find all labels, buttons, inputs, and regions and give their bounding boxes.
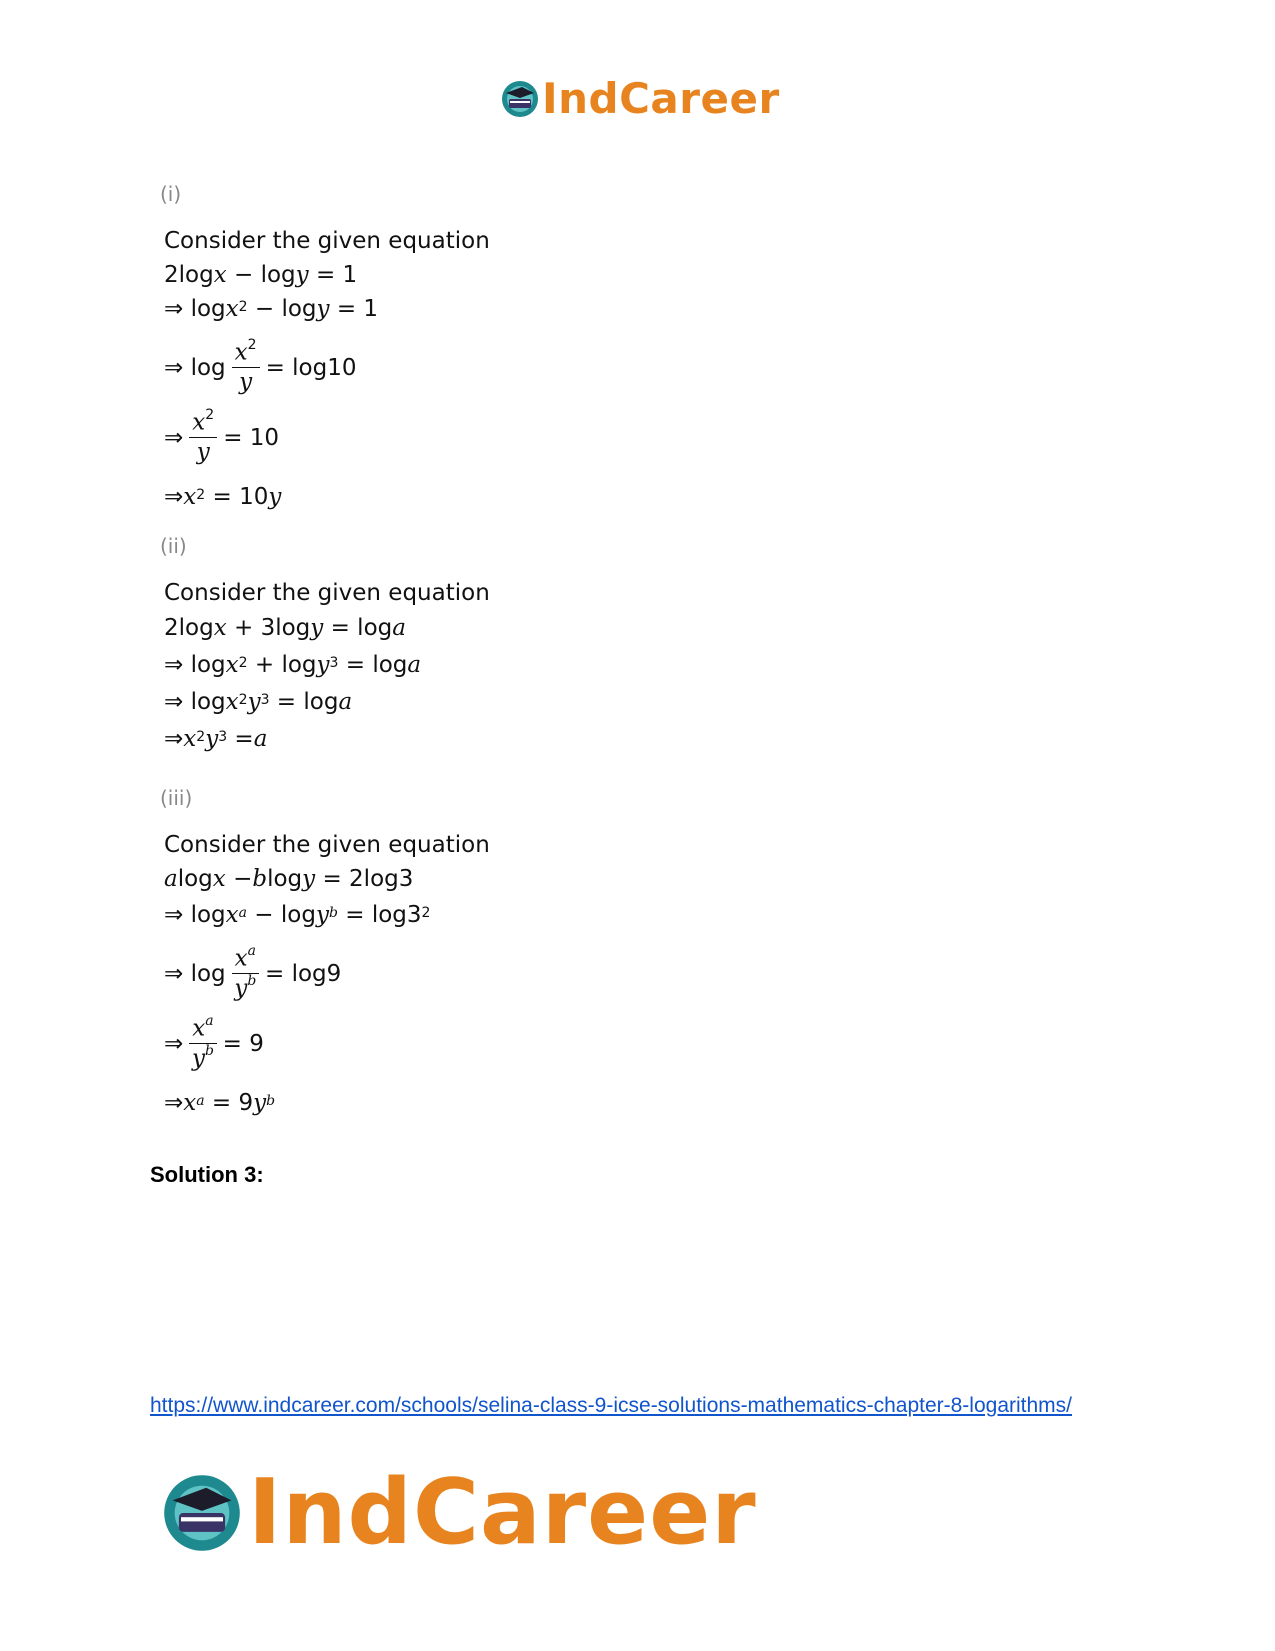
part-intro: Consider the given equation [164,580,490,606]
equation-step: ⇒ $\frac{x^2}{y}$ = 10 [164,407,280,465]
part-intro: Consider the given equation [164,832,490,858]
equation-step: a log x − b log y = 2log3 [164,866,414,892]
part-label: (ii) [160,534,187,558]
equation-step: ⇒ log $\frac{x^a}{y^b}$ = log9 [164,943,342,1002]
graduation-cap-book-icon [500,79,540,119]
part-label: (iii) [160,786,193,810]
equation-step: ⇒ x $^a$ = 9 y $^b$ [164,1090,276,1116]
logo-text: IndCareer [542,74,780,123]
equation-step: ⇒ x $^2$ = 10 y [164,484,282,510]
equation-step: ⇒ log x $^2$ + log y $^3$ = log a [164,652,422,678]
footer-logo [160,1460,757,1565]
equation-step: ⇒ log x $^a$ − log y $^b$ = log3 $^2$ [164,902,431,928]
equation-step: ⇒ x $^2$ y $^3$ = a [164,726,268,752]
equation-step: ⇒ log x $^2$ y $^3$ = log a [164,689,353,715]
source-link[interactable]: https://www.indcareer.com/schools/selina-class-9-icse-solutions-mathematics-chapter-8-logarithms/ [150,1394,1073,1417]
equation-step: 2log x − log y = 1 [164,262,358,288]
equation-step: ⇒ log x $^2$ − log y = 1 [164,296,379,322]
graduation-cap-book-icon [160,1471,244,1555]
equation-step: ⇒ log $\frac{x^2}{y}$ = log10 [164,337,357,395]
header-logo [500,74,780,123]
part-intro: Consider the given equation [164,228,490,254]
equation-step: ⇒ $\frac{x^a}{y^b}$ = 9 [164,1013,264,1072]
equation-step: 2log x + 3log y = log a [164,615,406,641]
part-label: (i) [160,182,182,206]
solution-heading: Solution 3: [150,1162,264,1187]
logo-text: IndCareer [248,1460,757,1565]
